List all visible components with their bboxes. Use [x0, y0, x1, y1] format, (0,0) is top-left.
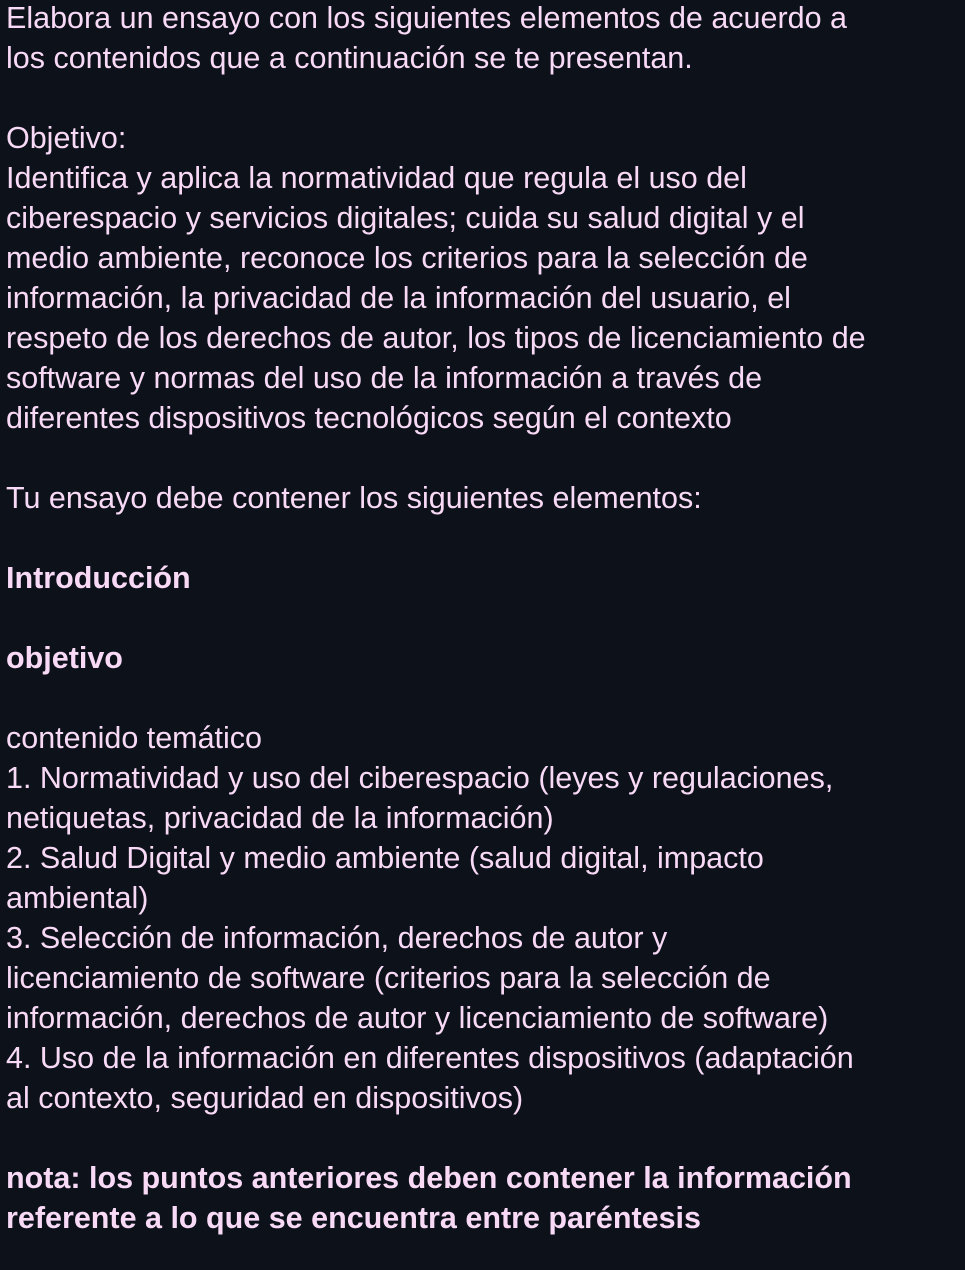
contenido-line: netiquetas, privacidad de la información): [6, 801, 554, 835]
objective-section: [6, 118, 965, 438]
contenido-line: licenciamiento de software (criterios para la selección de: [6, 961, 771, 995]
heading-introduccion: [6, 558, 965, 598]
contenido-line: ambiental): [6, 881, 149, 915]
spacer: [6, 518, 965, 558]
heading-introduccion-text: Introducción: [6, 561, 191, 595]
intro-line: los contenidos que a continuación se te presentan.: [6, 41, 693, 75]
contenido-line: información, derechos de autor y licenciamiento de software): [6, 1001, 829, 1035]
contenido-line: 1. Normatividad y uso del ciberespacio (leyes y regulaciones,: [6, 761, 834, 795]
objective-heading: Objetivo:: [6, 121, 127, 155]
contenido-line: al contexto, seguridad en dispositivos): [6, 1081, 524, 1115]
spacer: [6, 1118, 965, 1158]
spacer: [6, 598, 965, 638]
objective-line: diferentes dispositivos tecnológicos según el contexto: [6, 401, 732, 435]
contenido-line: 2. Salud Digital y medio ambiente (salud digital, impacto: [6, 841, 764, 875]
spacer: [6, 438, 965, 478]
heading-objetivo: [6, 638, 965, 678]
essay-instructions: [6, 0, 965, 1238]
spacer: [6, 678, 965, 718]
contenido-heading: contenido temático: [6, 721, 263, 755]
elements-intro-text: Tu ensayo debe contener los siguientes elementos:: [6, 481, 702, 515]
note-paragraph: [6, 1158, 965, 1238]
objective-line: ciberespacio y servicios digitales; cuida su salud digital y el: [6, 201, 805, 235]
objective-line: respeto de los derechos de autor, los tipos de licenciamiento de: [6, 321, 866, 355]
elements-intro: [6, 478, 965, 518]
intro-paragraph: [6, 0, 965, 78]
spacer: [6, 78, 965, 118]
contenido-line: 3. Selección de información, derechos de autor y: [6, 921, 668, 955]
objective-line: medio ambiente, reconoce los criterios para la selección de: [6, 241, 808, 275]
note-line: nota: los puntos anteriores deben contener la información: [6, 1161, 852, 1195]
contenido-line: 4. Uso de la información en diferentes dispositivos (adaptación: [6, 1041, 854, 1075]
contenido-tematico: [6, 718, 965, 1118]
intro-line: Elabora un ensayo con los siguientes elementos de acuerdo a: [6, 1, 847, 35]
objective-line: software y normas del uso de la información a través de: [6, 361, 763, 395]
objective-line: información, la privacidad de la información del usuario, el: [6, 281, 791, 315]
heading-objetivo-text: objetivo: [6, 641, 123, 675]
note-line: referente a lo que se encuentra entre paréntesis: [6, 1201, 701, 1235]
objective-line: Identifica y aplica la normatividad que regula el uso del: [6, 161, 747, 195]
